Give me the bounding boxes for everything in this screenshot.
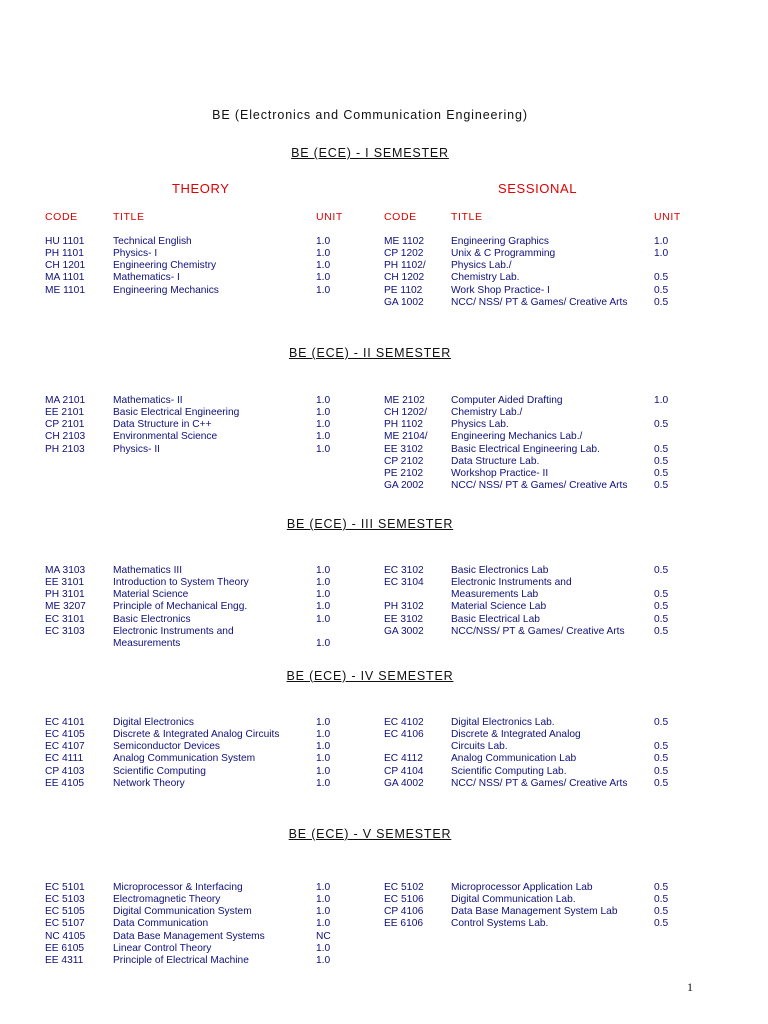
course-unit: 1.0 (316, 882, 331, 893)
course-title: NCC/ NSS/ PT & Games/ Creative Arts (451, 480, 628, 492)
sessional-course-row (0, 626, 768, 638)
theory-title-header: TITLE (113, 211, 145, 223)
course-unit: 1.0 (316, 284, 331, 296)
course-code: EE 4311 (45, 954, 84, 966)
course-title: Analog Communication System (113, 753, 256, 765)
course-title: Principle of Electrical Machine (113, 954, 249, 966)
sessional-course-row (0, 468, 768, 480)
course-title: Digital Electronics (113, 717, 194, 728)
sessional-course-row (0, 601, 768, 613)
course-unit: 0.5 (654, 601, 669, 613)
sessional-course-row (0, 431, 768, 443)
course-code: ME 2104/ (384, 431, 428, 443)
course-title: Material Science Lab (451, 601, 547, 613)
course-code: MA 2101 (45, 395, 86, 406)
theory-course-row (0, 943, 768, 955)
theory-course-row (0, 931, 768, 943)
course-unit: 1.0 (316, 419, 331, 431)
theory-heading: THEORY (172, 181, 230, 196)
course-code: PE 2102 (384, 467, 424, 479)
sessional-course-row (0, 729, 768, 741)
document-title: BE (Electronics and Communication Engineering) (212, 108, 528, 122)
course-unit: 1.0 (316, 717, 331, 728)
course-code: CP 2101 (45, 419, 85, 431)
course-code: GA 1002 (384, 296, 424, 308)
course-title: Measurements (113, 637, 181, 649)
course-code: CP 4106 (384, 906, 424, 918)
course-code: GA 3002 (384, 625, 424, 637)
course-unit: 0.5 (654, 765, 669, 777)
course-title: Circuits Lab. (451, 741, 508, 753)
course-code: CP 1202 (384, 248, 424, 260)
sessional-course-row (0, 894, 768, 906)
course-unit: NC (316, 930, 331, 942)
course-title: Electronic Instruments and (451, 577, 572, 589)
sessional-course-row (0, 882, 768, 894)
course-unit: 0.5 (654, 741, 669, 753)
theory-course-row (0, 638, 768, 650)
page-number: 1 (687, 980, 693, 994)
course-code: ME 1101 (45, 284, 86, 296)
sessional-course-row (0, 272, 768, 284)
course-title: Environmental Science (113, 431, 218, 443)
course-unit: 1.0 (654, 236, 669, 247)
course-code: EC 4106 (384, 729, 424, 741)
course-title: Control Systems Lab. (451, 918, 549, 930)
sessional-course-row (0, 419, 768, 431)
course-code: PH 1101 (45, 248, 84, 260)
course-code: EC 4105 (45, 729, 85, 741)
sessional-course-row (0, 565, 768, 577)
course-unit: 1.0 (316, 565, 331, 576)
theory-code-header: CODE (45, 211, 78, 223)
course-title: Microprocessor Application Lab (451, 882, 593, 893)
course-unit: 0.5 (654, 284, 669, 296)
course-unit: 1.0 (316, 906, 331, 918)
sessional-course-row (0, 918, 768, 930)
course-title: Data Structure in C++ (113, 419, 212, 431)
course-code: CH 1201 (45, 260, 86, 272)
course-title: Digital Communication Lab. (451, 894, 576, 906)
semester-heading: BE (ECE) - IV SEMESTER (286, 669, 454, 683)
course-unit: 1.0 (316, 777, 331, 789)
course-unit: 1.0 (316, 589, 331, 601)
sessional-heading: SESSIONAL (498, 181, 578, 196)
course-unit: 1.0 (316, 942, 331, 954)
course-title: Basic Electrical Engineering (113, 407, 240, 419)
course-title: Network Theory (113, 777, 185, 789)
course-unit: 1.0 (654, 395, 669, 406)
course-title: Technical English (113, 236, 192, 247)
sessional-course-row (0, 248, 768, 260)
course-title: Physics- II (113, 443, 160, 455)
course-title: Microprocessor & Interfacing (113, 882, 243, 893)
course-title: Engineering Mechanics Lab./ (451, 431, 583, 443)
course-code: EE 4105 (45, 777, 85, 789)
course-code: EC 4107 (45, 741, 85, 753)
course-code: CH 1202 (384, 272, 425, 284)
sessional-course-row (0, 753, 768, 765)
course-code: EC 3102 (384, 565, 424, 576)
sessional-course-row (0, 717, 768, 729)
course-code: EC 3104 (384, 577, 424, 589)
course-title: NCC/ NSS/ PT & Games/ Creative Arts (451, 777, 628, 789)
course-title: Basic Electrical Engineering Lab. (451, 443, 600, 455)
course-unit: 0.5 (654, 882, 669, 893)
course-code: PH 3101 (45, 589, 85, 601)
course-title: Discrete & Integrated Analog Circuits (113, 729, 280, 741)
course-title: Material Science (113, 589, 189, 601)
course-code: CP 4103 (45, 765, 85, 777)
course-title: Data Base Management Systems (113, 930, 265, 942)
course-code: EC 5106 (384, 894, 424, 906)
theory-course-row (0, 955, 768, 967)
course-code: EC 5102 (384, 882, 424, 893)
course-code: ME 2102 (384, 395, 425, 406)
sessional-course-row (0, 456, 768, 468)
course-title: Scientific Computing Lab. (451, 765, 567, 777)
course-unit: 1.0 (316, 236, 331, 247)
course-code: GA 4002 (384, 777, 424, 789)
course-unit: 1.0 (316, 741, 331, 753)
course-title: Linear Control Theory (113, 942, 212, 954)
course-code: CP 2102 (384, 455, 424, 467)
course-code: EC 4101 (45, 717, 85, 728)
course-unit: 0.5 (654, 918, 669, 930)
course-unit: 1.0 (316, 443, 331, 455)
course-unit: 1.0 (316, 894, 331, 906)
course-unit: 0.5 (654, 296, 669, 308)
course-title: Scientific Computing (113, 765, 206, 777)
course-code: MA 1101 (45, 272, 85, 284)
course-title: Semiconductor Devices (113, 741, 221, 753)
course-title: Mathematics- II (113, 395, 183, 406)
course-title: Measurements Lab (451, 589, 539, 601)
sessional-course-row (0, 260, 768, 272)
course-title: Engineering Chemistry (113, 260, 217, 272)
course-title: NCC/NSS/ PT & Games/ Creative Arts (451, 625, 625, 637)
course-unit: 1.0 (316, 601, 331, 613)
sessional-title-header: TITLE (451, 211, 483, 223)
sessional-course-row (0, 577, 768, 589)
course-code: PH 1102/ (384, 260, 426, 272)
course-title: Discrete & Integrated Analog (451, 729, 581, 741)
course-unit: 0.5 (654, 777, 669, 789)
sessional-course-row (0, 614, 768, 626)
course-unit: 0.5 (654, 906, 669, 918)
course-code: EE 6105 (45, 942, 85, 954)
course-title: Analog Communication Lab (451, 753, 577, 765)
course-unit: 1.0 (316, 753, 331, 765)
course-unit: 0.5 (654, 419, 669, 431)
course-unit: 0.5 (654, 455, 669, 467)
course-title: Digital Electronics Lab. (451, 717, 555, 728)
course-unit: 1.0 (316, 395, 331, 406)
course-code: PE 1102 (384, 284, 423, 296)
course-title: Digital Communication System (113, 906, 252, 918)
course-code: EE 6106 (384, 918, 424, 930)
course-code: EC 5105 (45, 906, 85, 918)
sessional-unit-header: UNIT (654, 211, 681, 223)
course-code: ME 3207 (45, 601, 86, 613)
course-code: CH 2103 (45, 431, 86, 443)
course-unit: 1.0 (316, 613, 331, 625)
sessional-code-header: CODE (384, 211, 417, 223)
course-title: Mathematics- I (113, 272, 180, 284)
course-code: EC 5107 (45, 918, 85, 930)
course-code: EC 4112 (384, 753, 423, 765)
course-code: EC 5103 (45, 894, 85, 906)
course-title: Basic Electronics Lab (451, 565, 549, 576)
course-code: PH 2103 (45, 443, 85, 455)
course-code: EC 4102 (384, 717, 424, 728)
course-unit: 0.5 (654, 443, 669, 455)
course-code: HU 1101 (45, 236, 85, 247)
course-title: Data Base Management System Lab (451, 906, 618, 918)
course-code: ME 1102 (384, 236, 425, 247)
course-title: Physics Lab. (451, 419, 509, 431)
course-unit: 0.5 (654, 565, 669, 576)
course-code: NC 4105 (45, 930, 86, 942)
sessional-course-row (0, 906, 768, 918)
course-title: Principle of Mechanical Engg. (113, 601, 248, 613)
course-title: Engineering Mechanics (113, 284, 219, 296)
semester-heading: BE (ECE) - V SEMESTER (288, 827, 452, 841)
course-code: GA 2002 (384, 480, 424, 492)
course-code: PH 3102 (384, 601, 424, 613)
course-title: Chemistry Lab./ (451, 407, 523, 419)
course-title: Chemistry Lab. (451, 272, 520, 284)
course-unit: 0.5 (654, 753, 669, 765)
course-code: EE 2101 (45, 407, 85, 419)
course-unit: 0.5 (654, 589, 669, 601)
sessional-course-row (0, 407, 768, 419)
sessional-course-row (0, 285, 768, 297)
course-title: Workshop Practice- II (451, 467, 549, 479)
course-unit: 1.0 (316, 248, 331, 260)
course-title: NCC/ NSS/ PT & Games/ Creative Arts (451, 296, 628, 308)
course-unit: 1.0 (316, 431, 331, 443)
course-unit: 1.0 (316, 637, 331, 649)
course-code: EC 3101 (45, 613, 85, 625)
course-code: EE 3102 (384, 613, 424, 625)
sessional-course-row (0, 480, 768, 492)
course-unit: 0.5 (654, 894, 669, 906)
course-unit: 1.0 (316, 260, 331, 272)
course-title: Data Structure Lab. (451, 455, 540, 467)
theory-unit-header: UNIT (316, 211, 343, 223)
course-title: Basic Electronics (113, 613, 191, 625)
course-title: Unix & C Programming (451, 248, 556, 260)
course-unit: 1.0 (316, 272, 331, 284)
course-unit: 0.5 (654, 480, 669, 492)
course-title: Mathematics III (113, 565, 183, 576)
course-unit: 1.0 (316, 407, 331, 419)
course-code: EC 4111 (45, 753, 84, 765)
course-code: EE 3102 (384, 443, 424, 455)
course-unit: 0.5 (654, 625, 669, 637)
course-unit: 1.0 (316, 765, 331, 777)
course-code: CP 4104 (384, 765, 424, 777)
course-title: Physics Lab./ (451, 260, 512, 272)
course-code: CH 1202/ (384, 407, 428, 419)
course-code: EC 5101 (45, 882, 85, 893)
course-unit: 1.0 (316, 577, 331, 589)
course-unit: 0.5 (654, 467, 669, 479)
sessional-course-row (0, 297, 768, 309)
course-unit: 0.5 (654, 272, 669, 284)
course-title: Electromagnetic Theory (113, 894, 221, 906)
course-title: Basic Electrical Lab (451, 613, 540, 625)
course-title: Computer Aided Drafting (451, 395, 563, 406)
course-unit: 1.0 (316, 729, 331, 741)
sessional-course-row (0, 778, 768, 790)
sessional-course-row (0, 589, 768, 601)
semester-heading: BE (ECE) - II SEMESTER (288, 346, 452, 360)
course-title: Electronic Instruments and (113, 625, 234, 637)
sessional-course-row (0, 444, 768, 456)
course-unit: 1.0 (316, 918, 331, 930)
sessional-course-row (0, 395, 768, 407)
course-unit: 1.0 (654, 248, 669, 260)
course-unit: 1.0 (316, 954, 331, 966)
sessional-course-row (0, 236, 768, 248)
sessional-course-row (0, 766, 768, 778)
course-title: Introduction to System Theory (113, 577, 249, 589)
course-title: Data Communication (113, 918, 209, 930)
semester-heading: BE (ECE) - I SEMESTER (291, 146, 449, 160)
course-title: Engineering Graphics (451, 236, 549, 247)
course-code: EE 3101 (45, 577, 85, 589)
course-code: PH 1102 (384, 419, 423, 431)
sessional-course-row (0, 741, 768, 753)
course-unit: 0.5 (654, 717, 669, 728)
course-title: Physics- I (113, 248, 158, 260)
course-code: EC 3103 (45, 625, 85, 637)
course-title: Work Shop Practice- I (451, 284, 550, 296)
semester-heading: BE (ECE) - III SEMESTER (286, 517, 454, 531)
course-unit: 0.5 (654, 613, 669, 625)
course-code: MA 3103 (45, 565, 86, 576)
